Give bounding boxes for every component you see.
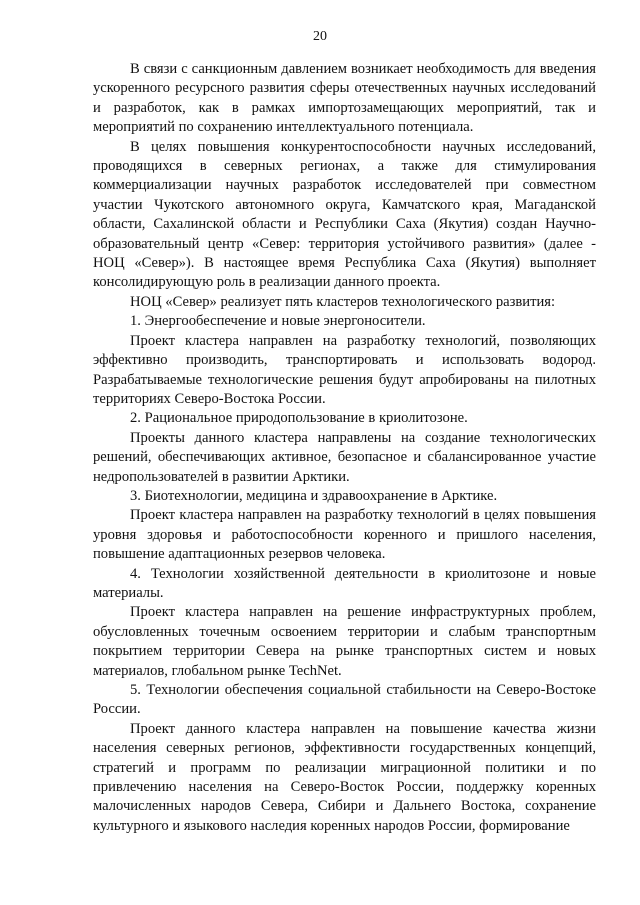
cluster-3-heading: 3. Биотехнологии, медицина и здравоохранение в Арктике. <box>130 487 498 504</box>
cluster-2-heading: 2. Рациональное природопользование в криолитозоне. <box>130 410 468 427</box>
cluster-5-description: Проект данного кластера направлен на повышение качества жизни населения северных регионов, эффективности государственных концепций, стратегий и программ по реализации миграционной политики и по привлечению населения на Северо-Восток России, поддержку коренных малочисленных народов Севера, Сибири и Дальнего Востока, сохранение культурного и языкового наследия коренных народов России, формирование <box>93 720 596 834</box>
paragraph-sanctions: В связи с санкционным давлением возникает необходимость для введения ускоренного ресурсного развития сферы отечественных научных исследований и разработок, как в рамках импортозамещающих мероприятий, так и мероприятий по сохранению интеллектуального потенциала. <box>93 61 596 136</box>
cluster-1-heading: 1. Энергообеспечение и новые энергоносители. <box>130 313 426 330</box>
cluster-1-description: Проект кластера направлен на разработку технологий, позволяющих эффективно производить, транспортировать и использовать водород. Разрабатываемые технологические решения будут апробированы на пилотных территориях Северо-Востока России. <box>93 332 596 407</box>
page-number: 20 <box>313 29 327 44</box>
cluster-4-heading: 4. Технологии хозяйственной деятельности в криолитозоне и новые материалы. <box>93 565 596 601</box>
body-text <box>93 60 596 836</box>
cluster-2-description: Проекты данного кластера направлены на создание технологических решений, обеспечивающих активное, безопасное и сбалансированное участие недропользователей в развитии Арктики. <box>93 429 596 485</box>
cluster-4-description: Проект кластера направлен на решение инфраструктурных проблем, обусловленных точечным освоением территории и слабым транспортным покрытием территории Севера на рынке транспортных систем и новых материалов, глобальном рынке TechNet. <box>93 604 596 679</box>
cluster-3-description: Проект кластера направлен на разработку технологий в целях повышения уровня здоровья и работоспособности коренного и пришлого населения, повышение адаптационных резервов человека. <box>93 507 596 563</box>
paragraph-clusters-intro: НОЦ «Север» реализует пять кластеров технологического развития: <box>130 293 556 310</box>
cluster-5-heading: 5. Технологии обеспечения социальной стабильности на Северо-Востоке России. <box>93 682 596 718</box>
paragraph-noc-creation: В целях повышения конкурентоспособности научных исследований, проводящихся в северных регионах, а также для стимулирования коммерциализации научных разработок исследователей при совместном участии Чукотского автономного округа, Камчатского края, Магаданской области, Сахалинской области и Республики Саха (Якутия) создан Научно-образовательный центр «Север: территория устойчивого развития» (далее - НОЦ «Север»). В настоящее время Республика Саха (Якутия) выполняет консолидирующую роль в реализации данного проекта. <box>93 138 596 291</box>
